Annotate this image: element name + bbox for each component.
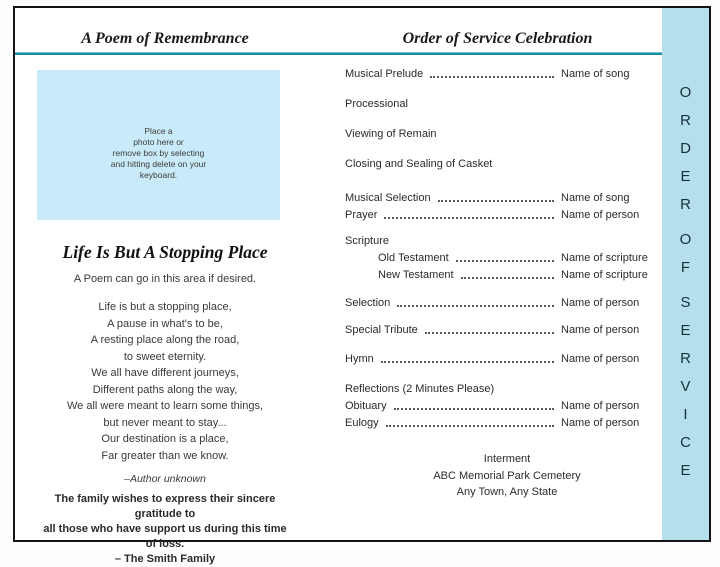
- poem-line: Our destination is a place,: [101, 433, 229, 445]
- poem-line: but never meant to stay...: [103, 416, 227, 429]
- service-label: Scripture: [345, 235, 390, 247]
- service-label: Selection: [345, 297, 391, 309]
- gratitude-line: The family wishes to express their sincere gratitude to: [54, 493, 276, 520]
- service-row: [345, 128, 669, 141]
- dotted-leader: [384, 217, 554, 219]
- interment-line: Any Town, Any State: [456, 486, 558, 498]
- photo-placeholder-text: and hitting delete on your: [110, 159, 207, 169]
- left-column-header: A Poem of Remembrance: [81, 30, 249, 47]
- dotted-leader: [386, 425, 554, 427]
- service-row: [345, 68, 669, 81]
- service-value: Name of person: [561, 209, 640, 221]
- dotted-leader: [430, 76, 554, 78]
- service-value: Name of song: [561, 192, 630, 204]
- service-value: Name of person: [561, 417, 640, 429]
- service-label: Old Testament: [378, 252, 449, 264]
- photo-placeholder-box[interactable]: [37, 70, 280, 220]
- poem-line: We all have different journeys,: [91, 367, 239, 379]
- header-divider-rule: [15, 52, 666, 55]
- service-row: [345, 192, 669, 205]
- photo-placeholder-text: remove box by selecting: [112, 148, 205, 158]
- banner-word-service: SERVICE: [677, 294, 694, 490]
- interment-line: Interment: [483, 453, 531, 465]
- service-row: [345, 297, 669, 310]
- poem-line: to sweet eternity.: [123, 350, 207, 363]
- service-label: Viewing of Remain: [345, 128, 437, 140]
- service-value: Name of person: [561, 324, 640, 336]
- dotted-leader: [456, 260, 554, 262]
- poem-line: A resting place along the road,: [90, 334, 240, 346]
- service-row: [345, 269, 669, 282]
- service-row: [345, 400, 669, 413]
- poem-title: Life Is But A Stopping Place: [62, 242, 268, 262]
- poem-author: –Author unknown: [124, 473, 206, 485]
- service-label: Processional: [345, 98, 408, 110]
- photo-placeholder-text: Place a: [144, 126, 173, 136]
- interment-block: [345, 451, 669, 501]
- poem-line: We all were meant to learn some things,: [66, 400, 264, 412]
- gratitude-line: – The Smith Family: [114, 553, 216, 565]
- interment-line: ABC Memorial Park Cemetery: [433, 469, 581, 482]
- service-label: Obituary: [345, 400, 387, 412]
- dotted-leader: [397, 305, 554, 307]
- dotted-leader: [438, 200, 554, 202]
- service-label: New Testament: [378, 269, 454, 281]
- vertical-title-banner: [662, 8, 709, 540]
- poem-body: [37, 299, 293, 464]
- service-label: Reflections (2 Minutes Please): [345, 383, 495, 395]
- dotted-leader: [461, 277, 554, 279]
- poem-subtitle: A Poem can go in this area if desired.: [73, 273, 257, 285]
- photo-placeholder-text: keyboard.: [139, 170, 178, 180]
- poem-line: Different paths along the way,: [92, 383, 238, 396]
- poem-line: Life is but a stopping place,: [98, 301, 232, 313]
- left-column: [37, 70, 293, 567]
- service-label: Musical Prelude: [345, 68, 424, 80]
- service-row: [345, 98, 669, 111]
- service-row: [345, 417, 669, 430]
- service-row: [345, 383, 669, 396]
- dotted-leader: [381, 361, 554, 363]
- dotted-leader: [425, 332, 554, 334]
- service-label: Special Tribute: [345, 324, 418, 336]
- order-of-service-list: [345, 68, 669, 501]
- service-value: Name of scripture: [561, 252, 648, 264]
- banner-word-order: ORDER: [677, 84, 694, 224]
- photo-placeholder-text: photo here or: [133, 137, 184, 147]
- service-label: Musical Selection: [345, 192, 431, 204]
- service-label: Closing and Sealing of Casket: [345, 158, 493, 170]
- service-value: Name of song: [561, 68, 630, 80]
- service-value: Name of person: [561, 400, 640, 412]
- service-row: [345, 235, 669, 248]
- service-row: [345, 353, 669, 366]
- banner-word-of: OF: [677, 231, 694, 287]
- service-label: Eulogy: [345, 417, 379, 429]
- service-row: [345, 209, 669, 222]
- service-label: Prayer: [345, 209, 378, 221]
- service-value: Name of scripture: [561, 269, 648, 281]
- service-row: [345, 324, 669, 337]
- poem-line: A pause in what's to be,: [107, 317, 223, 330]
- service-row: [345, 252, 669, 265]
- gratitude-line: all those who have support us during this time of loss.: [43, 523, 287, 550]
- program-page: [13, 6, 711, 565]
- service-value: Name of person: [561, 297, 640, 309]
- service-row: [345, 158, 669, 171]
- right-column-header: Order of Service Celebration: [402, 30, 593, 47]
- poem-line: Far greater than we know.: [101, 449, 229, 462]
- dotted-leader: [394, 408, 554, 410]
- service-label: Hymn: [345, 353, 374, 365]
- service-value: Name of person: [561, 353, 640, 365]
